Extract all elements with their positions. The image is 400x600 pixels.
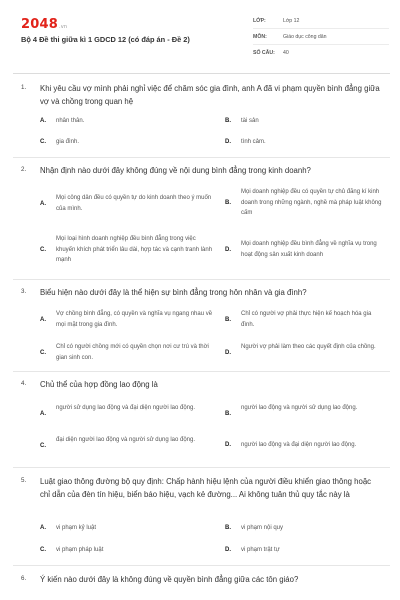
option-c[interactable] <box>40 545 210 556</box>
question-text: Biểu hiện nào dưới đây là thể hiện sự bình đẳng trong hôn nhân và gia đình? <box>40 288 307 297</box>
option-key: A. <box>40 118 46 124</box>
question-1 <box>13 82 390 162</box>
option-a[interactable] <box>40 309 215 330</box>
option-key: B. <box>225 118 231 124</box>
option-key: C. <box>40 443 46 449</box>
meta-row-class <box>253 13 389 29</box>
question-6 <box>13 573 390 600</box>
option-key: C. <box>40 547 46 553</box>
option-text: Vợ chồng bình đẳng, có quyền và nghĩa vụ ngang nhau về mọi mặt trong gia đình. <box>56 311 213 328</box>
option-key: C. <box>40 247 46 253</box>
option-key: A. <box>40 317 46 323</box>
option-key: D. <box>225 547 231 553</box>
question-text: Khi yêu cầu vợ mình phải nghỉ việc để chăm sóc gia đình, anh A đã vi phạm quyền bình đẳng giữa vợ và chồng trong quan hệ <box>40 84 380 106</box>
option-key: D. <box>225 442 231 448</box>
option-key: B. <box>225 525 231 531</box>
question-5 <box>13 475 390 565</box>
option-text: vi phạm kỷ luật <box>56 525 97 531</box>
exam-meta <box>253 13 389 61</box>
option-text: vi phạm trật tự <box>241 547 280 553</box>
option-text: người sử dụng lao động và đại diện người lao động. <box>56 405 196 411</box>
option-key: C. <box>40 350 46 356</box>
option-c[interactable] <box>40 435 215 449</box>
logo-suffix: .vn <box>58 24 68 30</box>
meta-value-class: Lớp 12 <box>283 17 300 24</box>
question-3 <box>13 286 390 368</box>
exam-header <box>13 0 390 62</box>
option-b[interactable] <box>225 523 385 534</box>
option-text: Chỉ có người vợ phải thực hiện kế hoạch hóa gia đình. <box>241 311 372 328</box>
option-key: D. <box>225 139 231 145</box>
question-number: 5. <box>21 477 27 484</box>
question-number: 4. <box>21 380 27 387</box>
option-b[interactable] <box>225 309 385 330</box>
question-2 <box>13 164 390 276</box>
question-divider <box>13 279 390 280</box>
option-key: B. <box>225 317 231 323</box>
option-c[interactable] <box>40 342 215 363</box>
question-divider <box>13 565 390 566</box>
exam-page <box>13 0 390 584</box>
option-d[interactable] <box>225 545 385 556</box>
question-number: 1. <box>21 84 27 91</box>
option-text: gia đình. <box>56 139 80 145</box>
site-logo[interactable] <box>21 17 67 32</box>
option-key: A. <box>40 411 46 417</box>
option-key: C. <box>40 139 46 145</box>
option-a[interactable] <box>40 116 210 127</box>
option-c[interactable] <box>40 137 210 148</box>
logo-text: 2048 <box>21 17 58 32</box>
option-key: B. <box>225 411 231 417</box>
option-text: vi phạm nội quy <box>241 525 284 531</box>
option-text: nhân thân. <box>56 118 85 124</box>
option-key: D. <box>225 247 231 253</box>
option-text: người lao động và người sử dụng lao động. <box>241 405 358 411</box>
option-b[interactable] <box>225 116 385 127</box>
option-c[interactable] <box>40 234 215 266</box>
question-divider <box>13 157 390 158</box>
option-text: đại diện người lao động và người sử dụng lao động. <box>56 437 196 443</box>
meta-value-subject: Giáo dục công dân <box>283 33 327 40</box>
option-text: tài sản <box>241 118 259 124</box>
meta-key-count: SỐ CÂU: <box>253 50 275 56</box>
question-text: Nhận định nào dưới đây không đúng về nội dung bình đẳng trong kinh doanh? <box>40 166 311 175</box>
option-b[interactable] <box>225 403 385 417</box>
meta-key-class: LỚP: <box>253 17 266 24</box>
question-divider <box>13 467 390 468</box>
meta-row-count <box>253 45 389 61</box>
option-text: Mọi doanh nghiệp đều có quyền tự chủ đăng kí kinh doanh trong những ngành, nghề mà pháp luật không cấm <box>241 189 382 216</box>
question-number: 6. <box>21 575 27 582</box>
option-a[interactable] <box>40 403 215 417</box>
option-text: vi phạm pháp luật <box>56 547 104 553</box>
meta-value-count: 40 <box>283 50 289 56</box>
option-text: tình cảm. <box>241 139 266 145</box>
question-number: 3. <box>21 288 27 295</box>
meta-key-subject: MÔN: <box>253 33 267 40</box>
header-divider <box>13 73 390 74</box>
option-d[interactable] <box>225 440 385 451</box>
exam-title: Bộ 4 Đề thi giữa kì 1 GDCD 12 (có đáp án - Đề 2) <box>21 35 190 44</box>
option-text: Mọi doanh nghiệp đều bình đẳng về nghĩa vụ trong hoạt động sản xuất kinh doanh <box>241 241 377 258</box>
option-a[interactable] <box>40 193 215 214</box>
option-b[interactable] <box>225 187 385 219</box>
question-4 <box>13 378 390 468</box>
meta-row-subject <box>253 29 389 45</box>
question-text: Luật giao thông đường bộ quy định: Chấp hành hiệu lệnh của người điều khiển giao thông hoặc chỉ dẫn của đèn tín hiệu, biển báo hiệu, vạch kẻ đường... Ai không tuân thủ quy tắc này là <box>40 477 372 499</box>
option-a[interactable] <box>40 523 210 534</box>
option-d[interactable] <box>225 342 385 356</box>
option-text: người lao động và đại diện người lao động. <box>241 442 357 448</box>
option-d[interactable] <box>225 239 385 260</box>
option-key: D. <box>225 350 231 356</box>
option-key: B. <box>225 200 231 206</box>
option-key: A. <box>40 201 46 207</box>
question-number: 2. <box>21 166 27 173</box>
option-key: A. <box>40 525 46 531</box>
option-d[interactable] <box>225 137 385 148</box>
option-text: Mọi loại hình doanh nghiệp đều bình đẳng trong việc khuyến khích phát triển lâu dài, hợp tác và cạnh tranh lành mạnh <box>56 236 213 263</box>
question-text: Chủ thể của hợp đồng lao động là <box>40 380 158 389</box>
question-text: Ý kiến nào dưới đây là không đúng về quyền bình đẳng giữa các tôn giáo? <box>40 575 299 584</box>
option-text: Người vợ phải làm theo các quyết định của chồng. <box>241 344 376 350</box>
option-text: Chỉ có người chồng mới có quyền chọn nơi cư trú và thời gian sinh con. <box>56 344 209 361</box>
option-text: Mọi công dân đều có quyền tự do kinh doanh theo ý muốn của mình. <box>56 195 212 212</box>
question-divider <box>13 371 390 372</box>
